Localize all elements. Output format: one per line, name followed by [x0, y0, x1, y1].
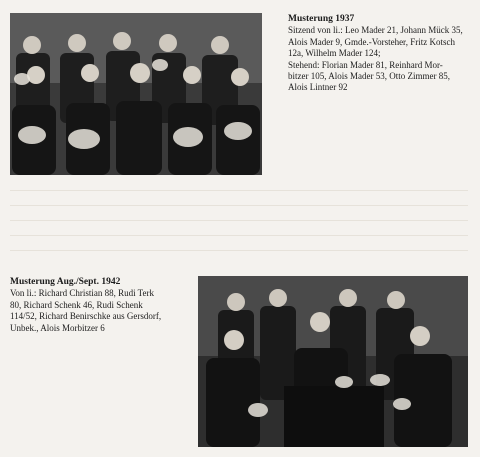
- group-photo-1942: [198, 276, 468, 447]
- bleed-line: [10, 220, 468, 221]
- caption-title: Musterung 1937: [288, 14, 355, 24]
- bleed-line: [10, 205, 468, 206]
- bleed-line: [10, 250, 468, 251]
- caption-1937: [288, 14, 476, 94]
- caption-line: 12a, Wilhelm Mader 124;: [288, 48, 381, 59]
- caption-line: bitzer 105, Alois Mader 53, Otto Zimmer 85,: [288, 71, 450, 82]
- caption-title: Musterung Aug./Sept. 1942: [10, 277, 121, 287]
- bleed-line: [10, 190, 468, 191]
- caption-1942: [10, 277, 190, 334]
- caption-line: Unbek., Alois Morbitzer 6: [10, 322, 105, 333]
- group-photo-1937: [10, 13, 262, 175]
- caption-line: 114/52, Richard Benirschke aus Gersdorf,: [10, 311, 162, 322]
- caption-line: Alois Lintner 92: [288, 82, 348, 93]
- bleed-line: [10, 235, 468, 236]
- caption-line: Von li.: Richard Christian 88, Rudi Terk: [10, 288, 155, 299]
- caption-line: Sitzend von li.: Leo Mader 21, Johann Mück 35,: [288, 25, 463, 36]
- caption-line: Alois Mader 9, Gmde.-Vorsteher, Fritz Kotsch: [288, 36, 455, 47]
- caption-line: 80, Richard Schenk 46, Rudi Schenk: [10, 299, 143, 310]
- caption-line: Stehend: Florian Mader 81, Reinhard Mor-: [288, 59, 443, 70]
